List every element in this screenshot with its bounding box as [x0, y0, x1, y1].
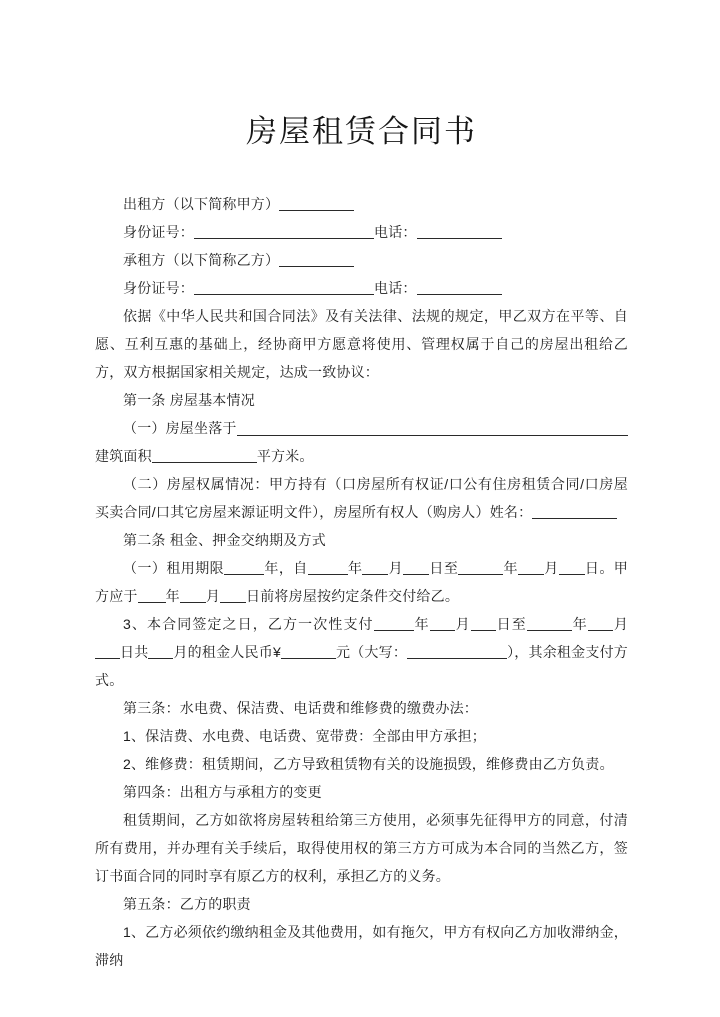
text-run: 年: [503, 560, 518, 576]
article-2-heading: [95, 526, 628, 554]
text-run: 依据《中华人民共和国合同法》及有关法律、法规的规定，甲乙双方在平等、自愿、互利互惠的基础上，经协商甲方愿意将使用、管理权属于自己的房屋出租给乙方，双方根据国家相关规定，达成一致协议：: [95, 308, 628, 380]
blank-field: [403, 562, 429, 575]
blank-field: [417, 282, 502, 295]
blank-field: [471, 618, 496, 631]
document-title: 房屋租赁合同书: [246, 114, 477, 149]
text-run: 元（大写：: [335, 644, 408, 660]
text-run: 电话：: [374, 224, 417, 240]
blank-field: [458, 562, 503, 575]
blank-field: [279, 198, 354, 211]
article-3-heading: [95, 694, 628, 722]
lessor-line: [95, 190, 628, 218]
text-run: 承租方（以下简称乙方）: [123, 252, 280, 268]
floor-area-line: [95, 442, 628, 470]
blank-field: [281, 646, 336, 659]
article-4-heading: [95, 778, 628, 806]
text-run: 日至: [495, 616, 527, 632]
text-run: 月: [543, 560, 559, 576]
text-run: ），其余租金支付方式。: [95, 644, 628, 688]
lease-term-clause: [95, 554, 628, 610]
blank-field: [308, 562, 348, 575]
blank-field: [588, 618, 613, 631]
blank-field: [362, 562, 388, 575]
text-run: 建筑面积: [95, 448, 152, 464]
blank-field: [417, 226, 502, 239]
text-run: 年: [165, 588, 180, 604]
text-run: 1、保洁费、水电费、电话费、宽带费：全部由甲方承担；: [123, 728, 486, 744]
contract-body: [95, 190, 628, 974]
lessee-line: [95, 246, 628, 274]
blank-field: [559, 562, 585, 575]
blank-field: [180, 590, 206, 603]
lessor-id-phone-line: [95, 218, 628, 246]
house-location-line: [95, 414, 628, 442]
text-run: 3、本合同签定之日，乙方一次性支付: [123, 616, 374, 632]
text-run: 月: [388, 560, 404, 576]
utilities-fee-clause: [95, 722, 628, 750]
blank-field: [138, 590, 166, 603]
text-run: 月: [454, 616, 471, 632]
blank-field: [194, 226, 374, 239]
blank-field: [194, 282, 374, 295]
text-run: 第三条：水电费、保洁费、电话费和维修费的缴费办法：: [123, 700, 478, 716]
text-run: 第二条 租金、押金交纳期及方式: [123, 532, 326, 548]
text-run: 租赁期间，乙方如欲将房屋转租给第三方使用，必须事先征得甲方的同意，付清所有费用，并办理有关手续后，取得使用权的第三方方可成为本合同的当然乙方，签订书面合同的同时享有原乙方的权利，承担乙方的义务。: [95, 812, 628, 884]
blank-field: [95, 646, 120, 659]
blank-field-fill: [237, 414, 628, 436]
text-run: 平方米。: [256, 448, 314, 464]
text-run: 日前将房屋按约定条件交付给乙。: [246, 588, 460, 604]
text-run: （一）房屋坐落于: [123, 420, 237, 436]
blank-field: [407, 646, 507, 659]
lessee-duty-clause: [95, 918, 628, 974]
blank-field: [527, 618, 572, 631]
blank-field: [374, 618, 414, 631]
text-run: 年，自: [264, 560, 308, 576]
text-run: （一）租用期限: [123, 560, 225, 576]
text-run: 1、乙方必须依约缴纳租金及其他费用，如有拖欠，甲方有权向乙方加收滞纳金，滞纳: [95, 924, 628, 968]
preamble: [95, 302, 628, 386]
text-run: 电话：: [374, 280, 417, 296]
blank-field: [224, 562, 264, 575]
text-run: （二）房屋权属情况：甲方持有（口房屋所有权证/口公有住房租赁合同/口房屋买卖合同/口其它房屋来源证明文件），房屋所有权人（购房人）姓名：: [95, 476, 628, 520]
text-run: 2、维修费：租赁期间，乙方导致租赁物有关的设施损毁，维修费由乙方负责。: [123, 756, 614, 772]
article-1-heading: [95, 386, 628, 414]
text-run: 月: [205, 588, 221, 604]
text-run: 月: [612, 616, 629, 632]
text-run: 年: [413, 616, 430, 632]
text-run: 第五条：乙方的职责: [123, 896, 251, 912]
text-run: 日共: [120, 644, 149, 660]
first-payment-clause: [95, 610, 628, 694]
text-run: 身份证号：: [123, 224, 194, 240]
blank-field: [430, 618, 455, 631]
sublease-clause: [95, 806, 628, 890]
blank-field: [152, 450, 257, 463]
text-run: 年: [347, 560, 363, 576]
text-run: 月的租金人民币¥: [173, 644, 281, 660]
lessee-id-phone-line: [95, 274, 628, 302]
blank-field: [148, 646, 173, 659]
blank-field: [279, 254, 354, 267]
article-5-heading: [95, 890, 628, 918]
blank-field: [220, 590, 246, 603]
ownership-clause: [95, 470, 628, 526]
text-run: 年: [571, 616, 588, 632]
text-run: 第一条 房屋基本情况: [123, 392, 255, 408]
text-run: 出租方（以下简称甲方）: [123, 196, 280, 212]
blank-field: [518, 562, 544, 575]
blank-field: [532, 506, 617, 519]
text-run: 日至: [429, 560, 459, 576]
text-run: 第四条：出租方与承租方的变更: [123, 784, 322, 800]
repair-fee-clause: [95, 750, 628, 778]
text-run: 身份证号：: [123, 280, 194, 296]
text-run: 日。甲方应于: [95, 560, 629, 604]
